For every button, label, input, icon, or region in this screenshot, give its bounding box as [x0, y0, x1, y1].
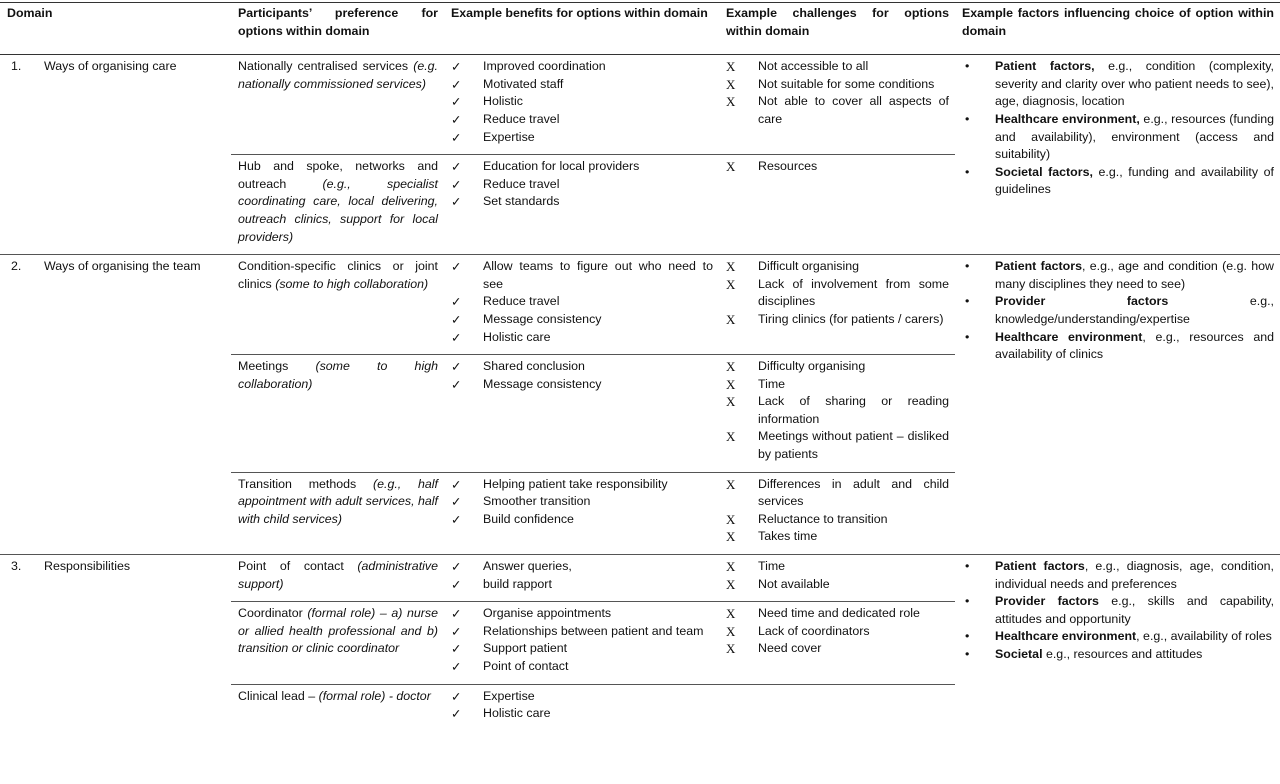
bullet-icon: •	[965, 294, 970, 309]
challenge-item	[726, 93, 949, 128]
option-name: Nationally centralised services	[238, 59, 409, 74]
challenge-text: Not able to cover all aspects of care	[758, 94, 949, 126]
benefit-item	[451, 493, 713, 511]
benefit-item	[451, 76, 713, 94]
factor-text: e.g., skills and capability, attitudes and opportunity	[995, 594, 1275, 626]
header-benefits: Example benefits for options within domain	[444, 3, 719, 55]
check-mark-icon: ✓	[451, 688, 462, 704]
factor-item	[962, 646, 1274, 664]
factors-cell	[955, 255, 1280, 555]
factor-item	[962, 258, 1274, 293]
factors-list	[962, 258, 1274, 364]
benefit-item	[451, 558, 713, 576]
challenges-list	[726, 558, 949, 593]
benefit-text: Smoother transition	[483, 494, 591, 509]
benefit-item	[451, 623, 713, 641]
challenge-item	[726, 311, 949, 329]
option-cell	[231, 155, 444, 255]
check-mark-icon: ✓	[451, 476, 462, 492]
challenges-cell	[719, 155, 955, 255]
benefit-text: build rapport	[483, 576, 552, 591]
factor-label: Patient factors	[995, 259, 1082, 274]
factor-item	[962, 329, 1274, 364]
challenge-item	[726, 605, 949, 623]
benefits-cell	[444, 602, 719, 684]
factor-text: , e.g., resources and availability of clinics	[995, 329, 1274, 362]
check-mark-icon: ✓	[451, 294, 462, 310]
challenge-item	[726, 76, 949, 94]
option-description	[238, 605, 438, 658]
challenges-cell	[719, 255, 955, 355]
challenge-text: Not available	[758, 576, 830, 591]
challenge-text: Lack of involvement from some disciplines	[758, 276, 949, 309]
challenge-text: Differences in adult and child services	[758, 476, 949, 509]
check-mark-icon: ✓	[451, 76, 462, 92]
challenge-text: Time	[758, 559, 786, 574]
challenge-item	[726, 476, 949, 511]
benefit-item	[451, 329, 713, 347]
check-mark-icon: ✓	[451, 194, 462, 210]
benefit-item	[451, 158, 713, 176]
x-mark-icon: X	[726, 606, 736, 622]
challenge-text: Reluctance to transition	[758, 511, 888, 526]
challenges-cell	[719, 55, 955, 155]
benefit-item	[451, 358, 713, 376]
header-row	[0, 3, 1280, 55]
challenge-item	[726, 158, 949, 176]
benefit-item	[451, 311, 713, 329]
check-mark-icon: ✓	[451, 706, 462, 722]
challenge-item	[726, 640, 949, 658]
challenge-item	[726, 276, 949, 311]
option-name: Transition methods	[238, 476, 357, 491]
option-description	[238, 558, 438, 593]
challenges-list	[726, 358, 949, 464]
factor-item	[962, 164, 1274, 199]
benefits-list	[451, 58, 713, 146]
challenge-text: Not accessible to all	[758, 59, 869, 74]
header-preference: Participants’ preference for options within domain	[231, 3, 444, 55]
benefit-text: Relationships between patient and team	[483, 623, 704, 638]
factors-list	[962, 58, 1274, 199]
challenges-list	[726, 476, 949, 546]
x-mark-icon: X	[726, 394, 736, 410]
check-mark-icon: ✓	[451, 606, 462, 622]
check-mark-icon: ✓	[451, 359, 462, 375]
x-mark-icon: X	[726, 576, 736, 592]
challenge-text: Resources	[758, 159, 818, 174]
option-cell	[231, 555, 444, 602]
factor-text: e.g., condition (complexity, severity and clarity over who patient needs to see), age, diagnosis, location	[995, 59, 1274, 109]
check-mark-icon: ✓	[451, 623, 462, 639]
bullet-icon: •	[965, 559, 970, 574]
table-row	[0, 55, 1280, 155]
factor-label: Healthcare environment	[995, 629, 1137, 644]
challenge-item	[726, 558, 949, 576]
check-mark-icon: ✓	[451, 576, 462, 592]
benefit-item	[451, 605, 713, 623]
benefits-list	[451, 558, 713, 593]
benefit-item	[451, 176, 713, 194]
check-mark-icon: ✓	[451, 176, 462, 192]
bullet-icon: •	[965, 629, 970, 644]
option-note: (e.g., specialist coordinating care, local delivering, outreach clinics, support for local providers)	[238, 176, 438, 244]
challenge-text: Need cover	[758, 641, 822, 656]
benefit-item	[451, 258, 713, 293]
factor-text: , e.g., diagnosis, age, condition, individual needs and preferences	[995, 559, 1274, 591]
factors-cell	[955, 555, 1280, 731]
factor-item	[962, 558, 1274, 593]
challenge-item	[726, 623, 949, 641]
x-mark-icon: X	[726, 276, 736, 292]
factor-label: Societal	[995, 647, 1043, 661]
challenge-text: Takes time	[758, 529, 818, 544]
check-mark-icon: ✓	[451, 111, 462, 127]
factors-cell	[955, 55, 1280, 255]
challenges-cell	[719, 472, 955, 554]
challenge-item	[726, 376, 949, 394]
benefit-item	[451, 376, 713, 394]
benefit-item	[451, 111, 713, 129]
x-mark-icon: X	[726, 159, 736, 175]
benefit-text: Point of contact	[483, 659, 569, 673]
option-cell	[231, 255, 444, 355]
challenge-item	[726, 258, 949, 276]
x-mark-icon: X	[726, 59, 736, 75]
bullet-icon: •	[965, 329, 970, 344]
check-mark-icon: ✓	[451, 159, 462, 175]
challenges-cell	[719, 355, 955, 473]
x-mark-icon: X	[726, 359, 736, 375]
option-note: (formal role) - doctor	[318, 688, 431, 703]
challenge-text: Meetings without patient – disliked by patients	[758, 429, 949, 462]
benefit-item	[451, 129, 713, 147]
x-mark-icon: X	[726, 311, 736, 327]
domain-number: 1.	[0, 55, 36, 255]
factor-item	[962, 111, 1274, 164]
challenge-text: Difficult organising	[758, 259, 860, 274]
challenges-cell	[719, 555, 955, 602]
benefit-text: Reduce travel	[483, 111, 560, 126]
table-body	[0, 55, 1280, 731]
bullet-icon: •	[965, 111, 970, 126]
factor-text: e.g., resources (funding and availability), environment (access and suitability)	[995, 111, 1274, 162]
check-mark-icon: ✓	[451, 329, 462, 345]
factor-item	[962, 58, 1274, 111]
challenge-item	[726, 358, 949, 376]
benefits-cell	[444, 55, 719, 155]
benefits-list	[451, 158, 713, 211]
benefit-text: Education for local providers	[483, 159, 640, 174]
benefit-text: Message consistency	[483, 376, 602, 391]
challenge-text: Tiring clinics (for patients / carers)	[758, 311, 944, 326]
bullet-icon: •	[965, 259, 970, 274]
benefit-item	[451, 476, 713, 494]
challenge-item	[726, 511, 949, 529]
option-note: (e.g., half appointment with adult services, half with child services)	[238, 476, 438, 526]
challenges-list	[726, 258, 949, 328]
challenge-item	[726, 58, 949, 76]
factor-text: e.g., resources and attitudes	[1042, 647, 1203, 661]
table-row	[0, 255, 1280, 355]
x-mark-icon: X	[726, 429, 736, 445]
benefits-cell	[444, 355, 719, 473]
benefit-text: Allow teams to figure out who need to see	[483, 259, 713, 291]
challenge-text: Difficulty organising	[758, 359, 866, 374]
benefit-text: Expertise	[483, 129, 535, 144]
bullet-icon: •	[965, 164, 970, 179]
factor-label: Healthcare environment,	[995, 111, 1140, 126]
challenges-list	[726, 158, 949, 176]
benefit-item	[451, 193, 713, 211]
benefit-item	[451, 511, 713, 529]
challenge-text: Not suitable for some conditions	[758, 76, 935, 91]
challenge-text: Lack of sharing or reading information	[758, 394, 949, 426]
challenges-list	[726, 605, 949, 658]
header-factors: Example factors influencing choice of option within domain	[955, 3, 1280, 55]
option-cell	[231, 602, 444, 684]
check-mark-icon: ✓	[451, 311, 462, 327]
option-name: Meetings	[238, 359, 289, 374]
benefit-text: Reduce travel	[483, 176, 560, 191]
factor-item	[962, 628, 1274, 646]
table-row	[0, 555, 1280, 602]
benefits-list	[451, 688, 713, 723]
integrated-care-table	[0, 2, 1280, 731]
x-mark-icon: X	[726, 511, 736, 527]
option-note: (some to high collaboration)	[275, 276, 429, 291]
option-name: Condition-specific clinics or joint clinics	[238, 259, 438, 291]
bullet-icon: •	[965, 647, 970, 661]
x-mark-icon: X	[726, 76, 736, 92]
x-mark-icon: X	[726, 476, 736, 492]
x-mark-icon: X	[726, 376, 736, 392]
factor-label: Healthcare environment	[995, 329, 1143, 344]
header-challenges: Example challenges for options within domain	[719, 3, 955, 55]
option-note: (some to high collaboration)	[238, 359, 438, 391]
benefits-list	[451, 258, 713, 346]
benefit-item	[451, 293, 713, 311]
benefits-cell	[444, 155, 719, 255]
benefit-text: Organise appointments	[483, 606, 612, 621]
benefits-list	[451, 605, 713, 675]
benefit-text: Motivated staff	[483, 76, 564, 91]
domain-name: Ways of organising care	[36, 55, 231, 255]
challenge-item	[726, 393, 949, 428]
option-description	[238, 258, 438, 293]
benefit-item	[451, 688, 713, 706]
check-mark-icon: ✓	[451, 511, 462, 527]
option-name: Hub and spoke, networks and outreach	[238, 159, 438, 191]
check-mark-icon: ✓	[451, 259, 462, 275]
challenge-text: Need time and dedicated role	[758, 606, 920, 621]
factor-text: , e.g., availability of roles	[1136, 629, 1272, 644]
factor-text: e.g., knowledge/understanding/expertise	[995, 294, 1274, 326]
benefits-list	[451, 476, 713, 529]
factor-item	[962, 293, 1274, 328]
option-note: (administrative support)	[238, 559, 438, 591]
x-mark-icon: X	[726, 529, 736, 545]
domain-number: 3.	[0, 555, 36, 731]
factor-text: e.g., funding and availability of guidelines	[995, 164, 1274, 197]
factor-text: , e.g., age and condition (e.g. how many disciplines they need to see)	[995, 259, 1274, 291]
option-name: Point of contact	[238, 559, 344, 574]
factor-label: Provider factors	[995, 294, 1169, 309]
benefits-cell	[444, 555, 719, 602]
bullet-icon: •	[965, 594, 970, 609]
domain-name: Ways of organising the team	[36, 255, 231, 555]
benefits-cell	[444, 255, 719, 355]
option-description	[238, 476, 438, 529]
benefit-text: Helping patient take responsibility	[483, 476, 668, 491]
benefits-list	[451, 358, 713, 393]
option-description	[238, 158, 438, 246]
challenge-text: Time	[758, 376, 786, 391]
factor-label: Patient factors,	[995, 59, 1095, 74]
challenge-text: Lack of coordinators	[758, 623, 870, 638]
benefit-item	[451, 93, 713, 111]
option-description	[238, 58, 438, 93]
option-cell	[231, 472, 444, 554]
benefits-cell	[444, 684, 719, 731]
option-note: (e.g. nationally commissioned services)	[238, 59, 438, 91]
factor-label: Provider factors	[995, 594, 1099, 609]
benefit-text: Set standards	[483, 194, 560, 209]
benefit-text: Holistic care	[483, 329, 551, 344]
option-cell	[231, 55, 444, 155]
benefit-text: Expertise	[483, 688, 535, 703]
option-name: Clinical lead –	[238, 688, 316, 703]
benefit-text: Holistic care	[483, 706, 551, 721]
option-description	[238, 358, 438, 393]
option-description	[238, 688, 438, 706]
factors-list	[962, 558, 1274, 664]
option-cell	[231, 684, 444, 731]
challenges-cell	[719, 684, 955, 731]
challenge-item	[726, 528, 949, 546]
check-mark-icon: ✓	[451, 376, 462, 392]
benefit-item	[451, 705, 713, 723]
check-mark-icon: ✓	[451, 494, 462, 510]
challenges-list	[726, 58, 949, 128]
benefit-text: Improved coordination	[483, 59, 606, 74]
option-note: (formal role) – a) nurse or allied health professional and b) transition or clinic coordinator	[238, 606, 438, 656]
benefit-item	[451, 576, 713, 594]
challenges-cell	[719, 602, 955, 684]
option-name: Coordinator	[238, 606, 303, 621]
check-mark-icon: ✓	[451, 59, 462, 75]
factor-item	[962, 593, 1274, 628]
check-mark-icon: ✓	[451, 659, 462, 674]
x-mark-icon: X	[726, 641, 736, 657]
x-mark-icon: X	[726, 559, 736, 575]
x-mark-icon: X	[726, 94, 736, 110]
factor-label: Societal factors,	[995, 164, 1093, 179]
challenge-item	[726, 576, 949, 594]
check-mark-icon: ✓	[451, 94, 462, 110]
benefit-text: Reduce travel	[483, 294, 560, 309]
factor-label: Patient factors	[995, 559, 1085, 574]
challenge-item	[726, 428, 949, 463]
x-mark-icon: X	[726, 623, 736, 639]
benefit-text: Message consistency	[483, 311, 602, 326]
check-mark-icon: ✓	[451, 559, 462, 575]
check-mark-icon: ✓	[451, 129, 462, 145]
check-mark-icon: ✓	[451, 641, 462, 657]
benefit-item	[451, 58, 713, 76]
benefit-item	[451, 658, 713, 676]
domain-name: Responsibilities	[36, 555, 231, 731]
benefit-text: Answer queries,	[483, 559, 572, 574]
benefit-text: Holistic	[483, 94, 523, 109]
benefits-cell	[444, 472, 719, 554]
benefit-text: Shared conclusion	[483, 359, 585, 374]
header-domain: Domain	[0, 3, 231, 55]
option-cell	[231, 355, 444, 473]
benefit-item	[451, 640, 713, 658]
bullet-icon: •	[965, 59, 970, 74]
x-mark-icon: X	[726, 259, 736, 275]
benefit-text: Build confidence	[483, 511, 574, 526]
domain-number: 2.	[0, 255, 36, 555]
benefit-text: Support patient	[483, 641, 568, 656]
